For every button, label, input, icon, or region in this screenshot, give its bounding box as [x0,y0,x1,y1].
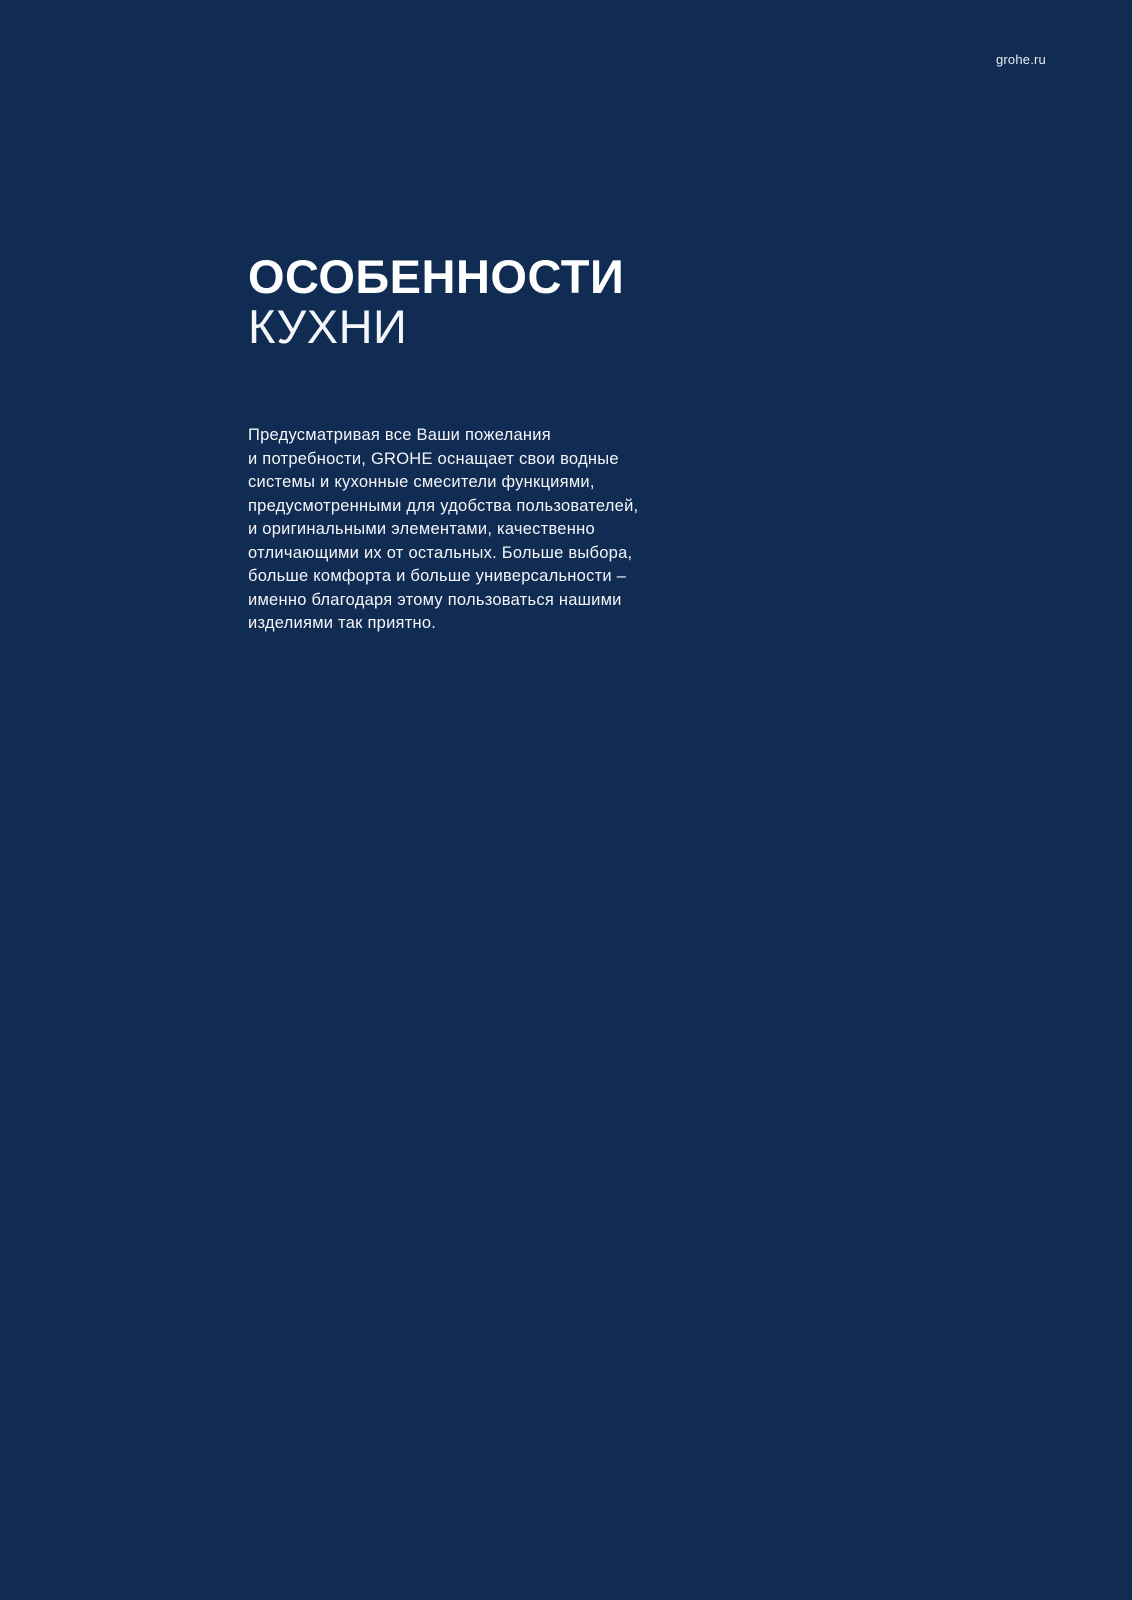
title-line-bold: ОСОБЕННОСТИ [248,250,625,303]
site-url: grohe.ru [995,52,1046,67]
title-line-light: КУХНИ [248,300,408,353]
paragraph-line: отличающими их от остальных. Больше выбора, [248,543,633,562]
paragraph-line: изделиями так приятно. [248,614,437,632]
paragraph-line: и потребности, GROHE оснащает свои водные [248,449,619,468]
paragraph-line: именно благодаря этому пользоваться нашими [248,590,622,609]
paragraph-line: системы и кухонные смесители функциями, [248,473,595,491]
intro-paragraph [248,424,668,636]
paragraph-line: Предусматривая все Ваши пожелания [248,426,551,444]
paragraph-line: больше комфорта и больше универсальности – [248,567,627,585]
paragraph-line: и оригинальными элементами, качественно [248,520,595,538]
paragraph-line: предусмотренными для удобства пользователей, [248,496,639,515]
page-title [248,252,624,352]
